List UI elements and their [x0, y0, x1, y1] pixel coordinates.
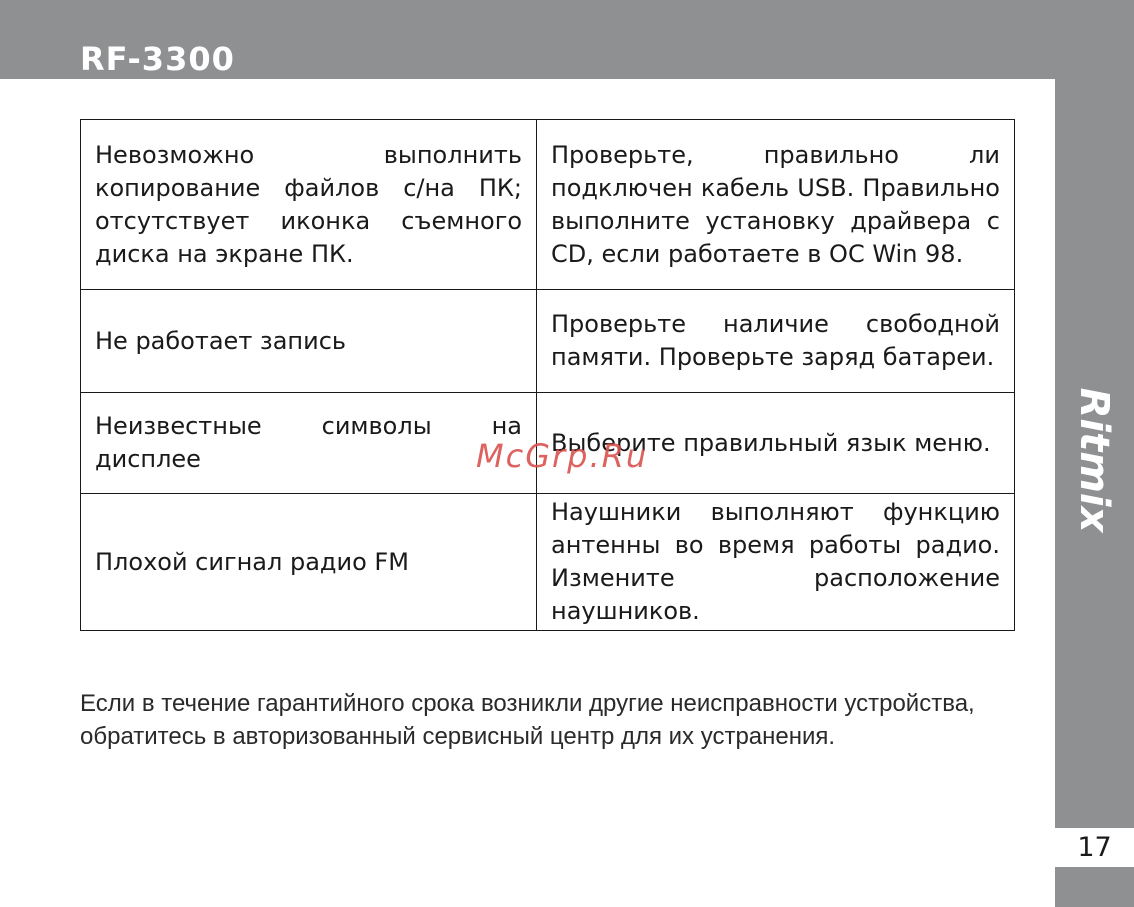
solution-cell: Проверьте, правильно ли подключен кабель USB. Правильно выполните установку драйвера с CD, если работаете в OC Win 98.	[537, 120, 1015, 290]
solution-cell: Выберите правильный язык меню.	[537, 393, 1015, 494]
solution-cell: Наушники выполняют функцию антенны во время работы радио. Измените расположение наушников.	[537, 494, 1015, 631]
problem-cell: Невозможно выполнить копирование файлов с/на ПК; отсутствует иконка съемного диска на экране ПК.	[81, 120, 537, 290]
problem-cell: Неизвестные символы на дисплее	[81, 393, 537, 494]
problem-cell: Плохой сигнал радио FM	[81, 494, 537, 631]
brand-logo: Ritmix	[1071, 387, 1117, 533]
table-row	[81, 494, 1015, 631]
bottom-tab	[1055, 867, 1134, 907]
footer-note: Если в течение гарантийного срока возникли другие неисправности устройства, обратитесь в авторизованный сервисный центр для их устранения.	[80, 690, 975, 750]
watermark: McGrp.Ru	[476, 437, 649, 475]
table-row	[81, 120, 1015, 290]
troubleshooting-table	[80, 119, 1015, 631]
solution-cell: Проверьте наличие свободной памяти. Проверьте заряд батареи.	[537, 290, 1015, 393]
table-row	[81, 290, 1015, 393]
problem-cell: Не работает запись	[81, 290, 537, 393]
model-title: RF-3300	[80, 40, 235, 78]
page-number: 17	[1077, 832, 1112, 863]
